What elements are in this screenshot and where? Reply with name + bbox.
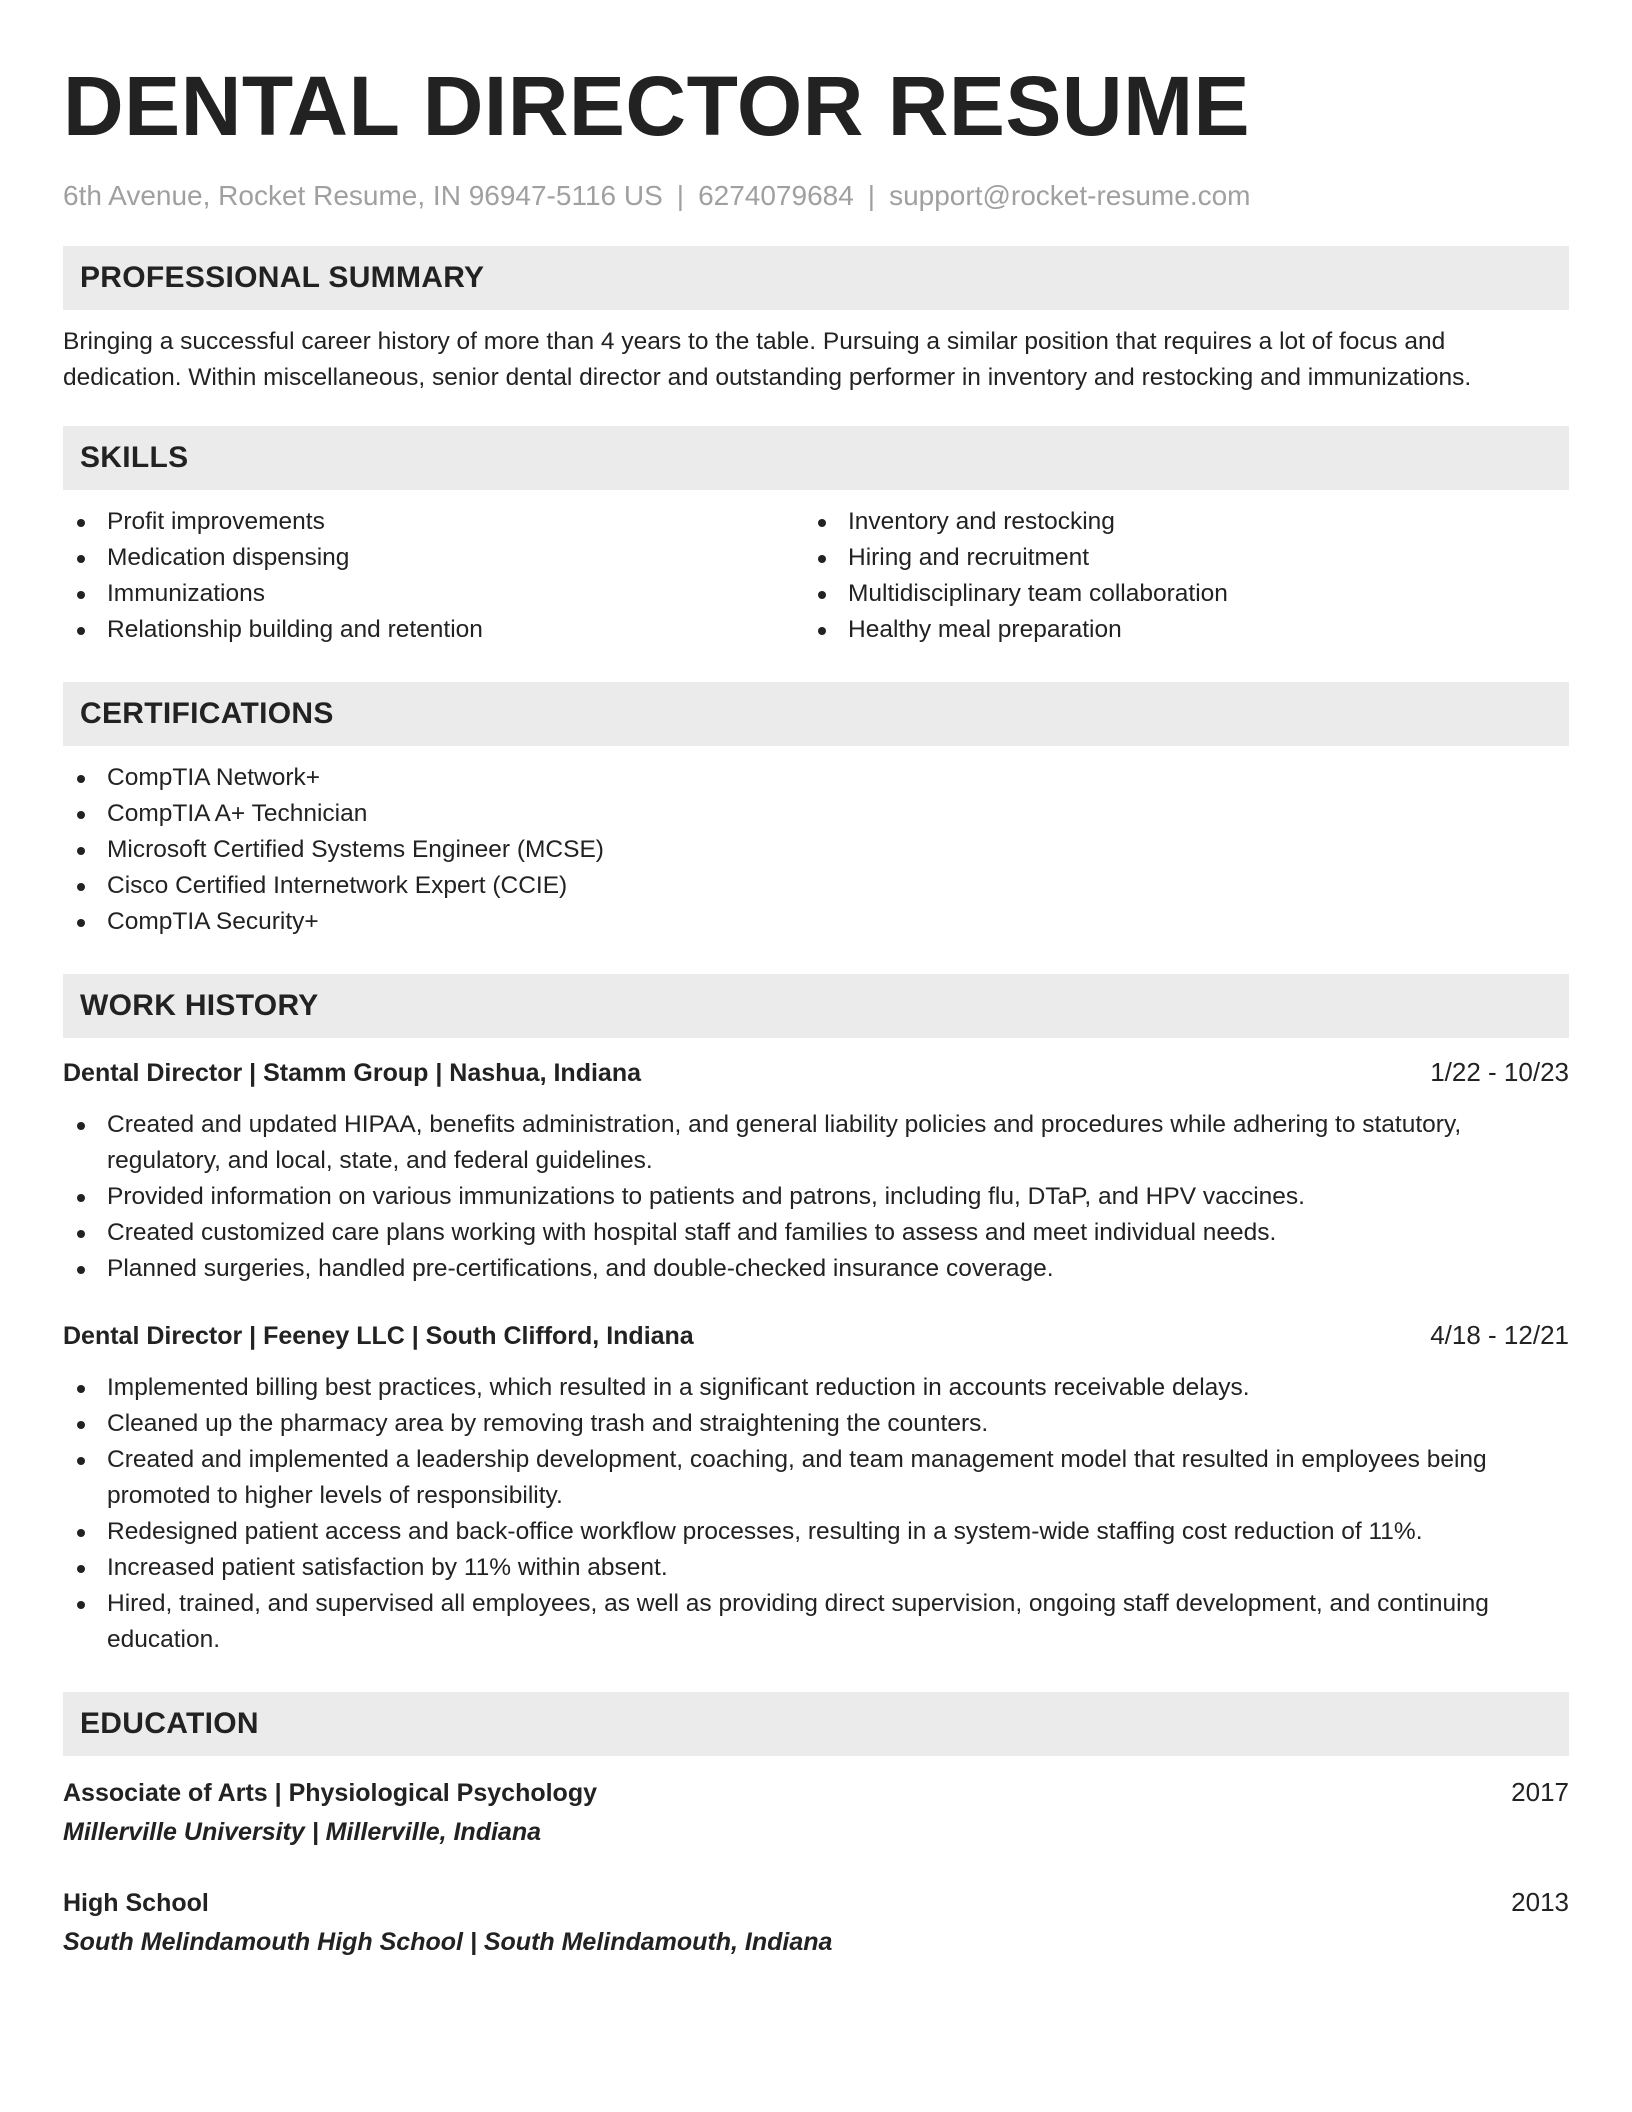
skills-heading: SKILLS bbox=[63, 426, 1569, 490]
job-header bbox=[63, 1317, 1569, 1354]
education-header bbox=[63, 1774, 1569, 1811]
job-duties-list bbox=[63, 1107, 1569, 1287]
job-duty-item: Planned surgeries, handled pre-certifications, and double-checked insurance coverage. bbox=[63, 1251, 1569, 1287]
skill-item: Immunizations bbox=[63, 576, 804, 612]
certification-item: Cisco Certified Internetwork Expert (CCIE) bbox=[63, 868, 1569, 904]
job-duty-item: Increased patient satisfaction by 11% within absent. bbox=[63, 1550, 1569, 1586]
job-duty-item: Redesigned patient access and back-office workflow processes, resulting in a system-wide staffing cost reduction of 11%. bbox=[63, 1514, 1569, 1550]
skill-item: Healthy meal preparation bbox=[804, 612, 1545, 648]
skill-item: Multidisciplinary team collaboration bbox=[804, 576, 1545, 612]
education-school: Millerville University | Millerville, Indiana bbox=[63, 1818, 542, 1846]
job-entry bbox=[63, 1317, 1569, 1658]
education-school: South Melindamouth High School | South Melindamouth, Indiana bbox=[63, 1928, 833, 1956]
education-year: 2017 bbox=[1511, 1777, 1569, 1807]
job-duties-list bbox=[63, 1370, 1569, 1658]
skills-list-right bbox=[804, 504, 1545, 648]
job-entry bbox=[63, 1054, 1569, 1287]
education-year: 2013 bbox=[1511, 1887, 1569, 1917]
skill-item: Profit improvements bbox=[63, 504, 804, 540]
contact-separator: | bbox=[867, 180, 876, 211]
contact-separator: | bbox=[676, 180, 685, 211]
certifications-heading: CERTIFICATIONS bbox=[63, 682, 1569, 746]
summary-text bbox=[63, 324, 1569, 396]
contact-phone: 6274079684 bbox=[698, 180, 854, 211]
job-duty-item: Created customized care plans working with hospital staff and families to assess and meet individual needs. bbox=[63, 1215, 1569, 1251]
job-duty-item: Created and updated HIPAA, benefits administration, and general liability policies and procedures while adhering to statutory, regulatory, and local, state, and federal guidelines. bbox=[63, 1107, 1569, 1179]
job-duty-item: Hired, trained, and supervised all employees, as well as providing direct supervision, ongoing staff development, and continuing education. bbox=[63, 1586, 1569, 1658]
job-duty-item: Implemented billing best practices, which resulted in a significant reduction in accounts receivable delays. bbox=[63, 1370, 1569, 1406]
education-entry bbox=[63, 1774, 1569, 1850]
skill-item: Medication dispensing bbox=[63, 540, 804, 576]
job-dates: 1/22 - 10/23 bbox=[1430, 1057, 1569, 1087]
job-title: Dental Director | Feeney LLC | South Clifford, Indiana bbox=[63, 1322, 694, 1350]
education-header bbox=[63, 1884, 1569, 1921]
job-header bbox=[63, 1054, 1569, 1091]
job-title: Dental Director | Stamm Group | Nashua, Indiana bbox=[63, 1059, 641, 1087]
resume-title: DENTAL DIRECTOR RESUME bbox=[63, 59, 1251, 153]
job-duty-item: Cleaned up the pharmacy area by removing trash and straightening the counters. bbox=[63, 1406, 1569, 1442]
skills-grid bbox=[63, 504, 1569, 648]
certifications-list bbox=[63, 760, 1569, 940]
work-history-heading: WORK HISTORY bbox=[63, 974, 1569, 1038]
skills-list-left bbox=[63, 504, 804, 648]
job-duty-item: Provided information on various immunizations to patients and patrons, including flu, DTaP, and HPV vaccines. bbox=[63, 1179, 1569, 1215]
education-degree: Associate of Arts | Physiological Psychology bbox=[63, 1779, 597, 1807]
certification-item: CompTIA A+ Technician bbox=[63, 796, 1569, 832]
summary-line: dedication. Within miscellaneous, senior dental director and outstanding performer in inventory and restocking and immunizations. bbox=[63, 364, 1472, 391]
summary-heading: PROFESSIONAL SUMMARY bbox=[63, 246, 1569, 310]
certification-item: CompTIA Network+ bbox=[63, 760, 1569, 796]
certification-item: Microsoft Certified Systems Engineer (MCSE) bbox=[63, 832, 1569, 868]
contact-line bbox=[63, 178, 1569, 214]
skill-item: Hiring and recruitment bbox=[804, 540, 1545, 576]
contact-address: 6th Avenue, Rocket Resume, IN 96947-5116 US bbox=[63, 180, 663, 211]
job-dates: 4/18 - 12/21 bbox=[1430, 1320, 1569, 1350]
education-entry bbox=[63, 1884, 1569, 1960]
skill-item: Inventory and restocking bbox=[804, 504, 1545, 540]
education-heading: EDUCATION bbox=[63, 1692, 1569, 1756]
summary-line: Bringing a successful career history of more than 4 years to the table. Pursuing a similar position that requires a lot of focus and bbox=[63, 328, 1446, 355]
skill-item: Relationship building and retention bbox=[63, 612, 804, 648]
certification-item: CompTIA Security+ bbox=[63, 904, 1569, 940]
education-degree: High School bbox=[63, 1889, 209, 1917]
job-duty-item: Created and implemented a leadership development, coaching, and team management model that resulted in employees being promoted to higher levels of responsibility. bbox=[63, 1442, 1569, 1514]
contact-email: support@rocket-resume.com bbox=[889, 180, 1251, 211]
